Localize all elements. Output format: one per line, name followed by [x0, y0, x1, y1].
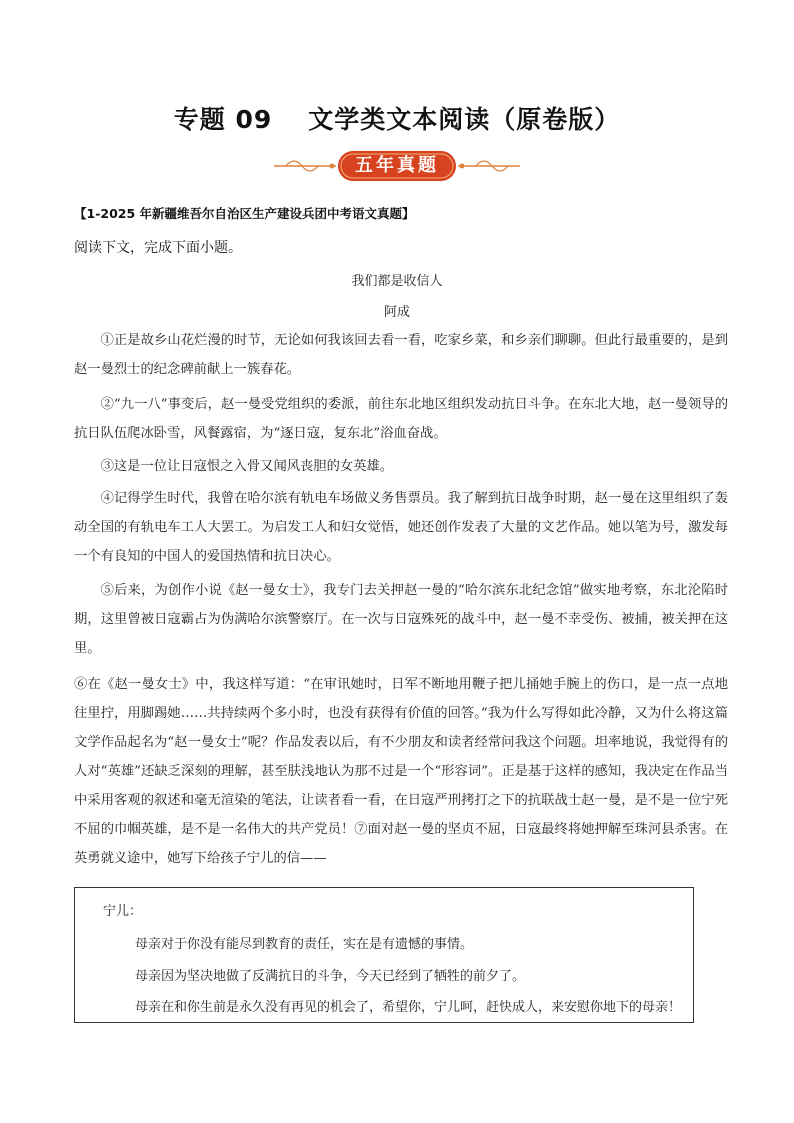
- article-title: 我们都是收信人: [351, 274, 443, 289]
- paragraph-2: ②“九一八”事变后，赵一曼受党组织的委派，前往东北地区组织发动抗日斗争。在东北大地，赵一曼领导的抗日队伍爬冰卧雪，风餐露宿，为“逐日寇，复东北”浴血奋战。: [74, 397, 728, 441]
- paragraph-5: ⑤后来，为创作小说《赵一曼女士》，我专门去关押赵一曼的“哈尔滨东北纪念馆”做实地考察，东北沦陷时期，这里曾被日寇霸占为伪满哈尔滨警察厅。在一次与日寇殊死的战斗中，赵一曼不幸受伤、被捕，被关押在这里。: [74, 583, 728, 656]
- letter-box: [74, 887, 694, 1023]
- letter-line-3: 母亲在和你生前是永久没有再见的机会了，希望你，宁儿呵，赶快成人，来安慰你地下的母亲！: [135, 1000, 682, 1015]
- title-topic: 专题 09: [173, 105, 273, 134]
- section-banner: [272, 148, 522, 184]
- article-author: 阿成: [383, 305, 410, 320]
- letter-line-1: 母亲对于你没有能尽到教育的责任，实在是有遗憾的事情。: [135, 937, 474, 952]
- banner-label: 五年真题: [355, 155, 439, 176]
- paragraph-4: ④记得学生时代，我曾在哈尔滨有轨电车场做义务售票员。我了解到抗日战争时期，赵一曼在这里组织了轰动全国的有轨电车工人大罢工。为启发工人和妇女觉悟，她还创作发表了大量的文艺作品。她以笔为号，激发每一个有良知的中国人的爱国热情和抗日决心。: [74, 491, 728, 564]
- title-subject: 文学类文本阅读（原卷版）: [308, 105, 621, 134]
- letter-line-2: 母亲因为坚决地做了反满抗日的斗争，今天已经到了牺牲的前夕了。: [135, 969, 526, 984]
- paragraph-6: ⑥在《赵一曼女士》中，我这样写道：“在审讯她时，日军不断地用鞭子把儿捅她手腕上的伤口，是一点一点地往里拧，用脚踢她……共持续两个多小时，也没有获得有价值的回答。”我为什么写得如此冷静，又为什么将这篇文学作品起名为“赵一曼女士”呢？作品发表以后，有不少朋友和读者经常问我这个问题。坦率地说，我觉得有的人对“英雄”还缺乏深刻的理解，甚至肤浅地认为那不过是一个“形容词”。正是基于这样的感知，我决定在作品当中采用客观的叙述和毫无渲染的笔法，让读者看一看，在日寇严刑拷打之下的抗联战士赵一曼，是不是一位宁死不屈的巾帼英雄，是不是一名伟大的共产党员！⑦面对赵一曼的坚贞不屈，日寇最终将她押解至珠河县杀害。在英勇就义途中，她写下给孩子宁儿的信——: [74, 677, 728, 866]
- letter-salutation: 宁儿：: [103, 904, 143, 919]
- question-source: 【1-2025 年新疆维吾尔自治区生产建设兵团中考语文真题】: [74, 206, 415, 221]
- question-instruction: 阅读下文，完成下面小题。: [74, 240, 242, 256]
- paragraph-1: ①正是故乡山花烂漫的时节，无论如何我该回去看一看，吃家乡菜，和乡亲们聊聊。但此行最重要的，是到赵一曼烈士的纪念碑前献上一簇春花。: [74, 333, 728, 377]
- paragraph-3: ③这是一位让日寇恨之入骨又闻风丧胆的女英雄。: [100, 459, 394, 474]
- page-title: [0, 100, 794, 136]
